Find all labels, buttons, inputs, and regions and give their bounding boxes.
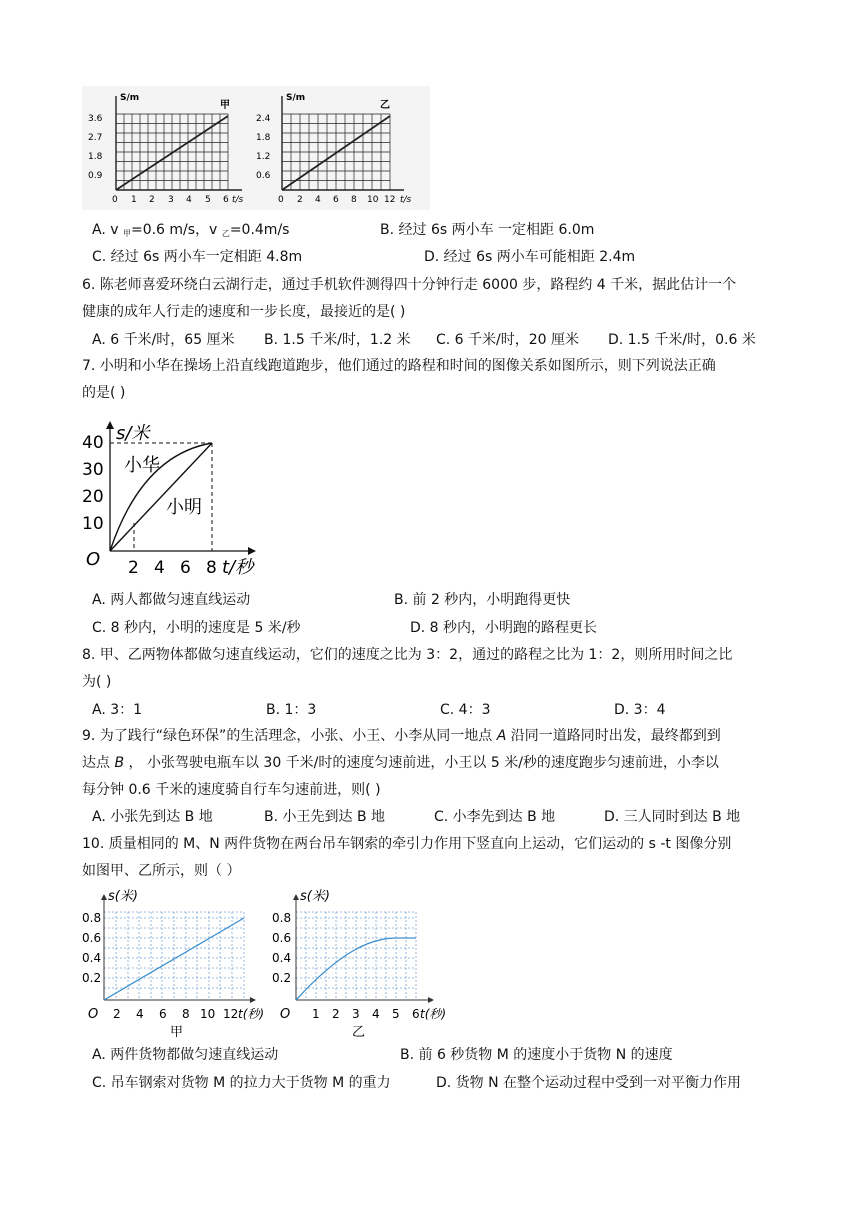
q10a-ylabel: s(米) xyxy=(108,889,138,904)
q6-option-d[interactable]: D. 1.5 千米/时，0.6 米 xyxy=(608,332,756,348)
q7-ytick-30: 30 xyxy=(82,460,104,480)
q6-option-b[interactable]: B. 1.5 千米/时，1.2 米 xyxy=(264,332,411,348)
q6-stem-line2: 健康的成年人行走的速度和一步长度，最接近的是( ) xyxy=(82,304,406,320)
q5b-xtick-4: 8 xyxy=(351,195,357,205)
q5-graph-svg xyxy=(82,86,430,210)
q5b-ytick-1: 2.4 xyxy=(256,114,271,124)
q9-line1-post: 沿同一道路同时出发，最终都到到 xyxy=(506,728,721,744)
q7-ytick-40: 40 xyxy=(82,433,104,453)
q10a-xtick-10: 10 xyxy=(200,1007,216,1021)
q5b-xtick-6: 12 xyxy=(384,195,396,205)
q10b-ytick-04: 0.4 xyxy=(272,951,292,965)
q7-xtick-8: 8 xyxy=(206,558,217,578)
q5a-ytick-2: 2.7 xyxy=(88,133,103,143)
q9-stem-line2 xyxy=(82,753,719,773)
q5a-xlabel: t/s xyxy=(232,195,244,205)
q7-ytick-20: 20 xyxy=(82,487,104,507)
q5b-ytick-4: 0.6 xyxy=(256,171,271,181)
q5-opta-sub2: 乙 xyxy=(221,229,230,238)
q9-point-a: A xyxy=(496,728,507,744)
q5a-xtick-3: 3 xyxy=(168,195,174,205)
q5-option-c[interactable]: C. 经过 6s 两小车一定相距 4.8m xyxy=(92,249,303,265)
q10b-xtick-2: 2 xyxy=(332,1007,340,1021)
q5a-xtick-4: 4 xyxy=(186,195,192,205)
q7-option-a[interactable]: A. 两人都做匀速直线运动 xyxy=(92,592,251,608)
q5a-xtick-1: 1 xyxy=(131,195,137,205)
q10-stem-line1: 10. 质量相同的 M、N 两件货物在两台吊车钢索的牵引力作用下竖直向上运动，它们运动的 s -t 图像分别 xyxy=(82,836,732,852)
q5b-ytick-2: 1.8 xyxy=(256,133,271,143)
q9-line1-text: 9. 为了践行“绿色环保”的生活理念，小张、小王、小李从同一地点 xyxy=(82,728,497,744)
q10b-xtick-3: 3 xyxy=(352,1007,360,1021)
q9-option-b[interactable]: B. 小王先到达 B 地 xyxy=(264,809,386,825)
q10b-xtick-1: 1 xyxy=(312,1007,320,1021)
q9-line2-pre: 达点 xyxy=(82,755,115,771)
q5b-xtick-5: 10 xyxy=(367,195,379,205)
q10a-xtick-6: 6 xyxy=(159,1007,167,1021)
q5b-xtick-2: 4 xyxy=(315,195,321,205)
q5b-ytick-3: 1.2 xyxy=(256,152,271,162)
q10b-xtick-4: 4 xyxy=(372,1007,380,1021)
q10a-ytick-02: 0.2 xyxy=(82,971,102,985)
q9-point-b: B xyxy=(114,755,125,771)
q8-option-b[interactable]: B. 1：3 xyxy=(266,702,317,718)
q10-graph-b xyxy=(270,882,460,1042)
q10a-xtick-8: 8 xyxy=(182,1007,190,1021)
q7-option-c[interactable]: C. 8 秒内，小明的速度是 5 米/秒 xyxy=(92,620,301,636)
q10a-xtick-2: 2 xyxy=(113,1007,121,1021)
q5b-ylabel: S/m xyxy=(286,93,306,103)
q5b-tag: 乙 xyxy=(380,100,390,111)
q5-opta-post: =0.4m/s xyxy=(229,222,290,238)
q10b-xtick-6: 6 xyxy=(412,1007,420,1021)
q5a-ylabel: S/m xyxy=(120,93,140,103)
q10a-xtick-4: 4 xyxy=(136,1007,144,1021)
q5-opta-mid: =0.6 m/s，v xyxy=(130,222,222,238)
q6-option-a[interactable]: A. 6 千米/时，65 厘米 xyxy=(92,332,235,348)
q8-option-a[interactable]: A. 3：1 xyxy=(92,702,143,718)
q8-option-c[interactable]: C. 4：3 xyxy=(440,702,491,718)
q5-opta-pre: A. v xyxy=(92,222,123,238)
q5-option-a[interactable] xyxy=(92,220,289,244)
q5a-xtick-6: 6 xyxy=(223,195,229,205)
q10a-origin: O xyxy=(88,1007,99,1022)
q10a-ytick-06: 0.6 xyxy=(82,931,102,945)
q6-stem-line1: 6. 陈老师喜爱环绕白云湖行走，通过手机软件测得四十分钟行走 6000 步，路程约 4 千米，据此估计一个 xyxy=(82,277,737,293)
q8-stem-line1: 8. 甲、乙两物体都做匀速直线运动，它们的速度之比为 3：2，通过的路程之比为 1：2，则所用时间之比 xyxy=(82,647,733,663)
q6-option-c[interactable]: C. 6 千米/时，20 厘米 xyxy=(436,332,580,348)
q9-stem-line3: 每分钟 0.6 千米的速度骑自行车匀速前进，则( ) xyxy=(82,782,381,798)
q9-stem-line1 xyxy=(82,726,721,746)
q10-option-c[interactable]: C. 吊车钢索对货物 M 的拉力大于货物 M 的重力 xyxy=(92,1075,391,1091)
q7-origin: O xyxy=(86,549,101,570)
q9-option-a[interactable]: A. 小张先到达 B 地 xyxy=(92,809,213,825)
q5a-ytick-4: 0.9 xyxy=(88,171,103,181)
q5a-xtick-0: 0 xyxy=(112,195,118,205)
q10b-xlabel: t(秒) xyxy=(420,1007,447,1021)
q5-option-d[interactable]: D. 经过 6s 两小车可能相距 2.4m xyxy=(424,249,636,265)
q10a-caption: 甲 xyxy=(170,1025,184,1040)
q10b-ytick-06: 0.6 xyxy=(272,931,292,945)
q7-stem-line1: 7. 小明和小华在操场上沿直线跑道跑步，他们通过的路程和时间的图像关系如图所示，则下列说法正确 xyxy=(82,358,716,374)
q10a-xtick-12: 12 xyxy=(223,1007,239,1021)
q10b-caption: 乙 xyxy=(352,1025,366,1040)
q5a-tag: 甲 xyxy=(220,100,230,111)
q10-option-d[interactable]: D. 货物 N 在整个运动过程中受到一对平衡力作用 xyxy=(436,1075,742,1091)
q10a-xlabel: t(秒) xyxy=(238,1007,265,1021)
q7-xtick-2: 2 xyxy=(128,558,139,578)
q7-ytick-10: 10 xyxy=(82,514,104,534)
q7-label-xiaoming: 小明 xyxy=(166,497,202,518)
q5-option-b[interactable]: B. 经过 6s 两小车 一定相距 6.0m xyxy=(380,222,595,238)
q7-option-b[interactable]: B. 前 2 秒内，小明跑得更快 xyxy=(394,592,571,608)
q7-graph xyxy=(82,415,262,585)
q10b-ytick-08: 0.8 xyxy=(272,911,292,925)
q5b-xtick-0: 0 xyxy=(278,195,284,205)
q8-option-d[interactable]: D. 3：4 xyxy=(614,702,666,718)
q5b-xtick-3: 6 xyxy=(333,195,339,205)
q5-opta-sub1: 甲 xyxy=(122,229,131,238)
q10-option-a[interactable]: A. 两件货物都做匀速直线运动 xyxy=(92,1047,279,1063)
q5-graphs xyxy=(82,86,430,210)
q7-graph-svg xyxy=(82,415,262,585)
q10-stem-line2: 如图甲、乙所示，则（ ） xyxy=(82,863,241,879)
q7-label-xiaohua: 小华 xyxy=(124,455,160,476)
q8-stem-line2: 为( ) xyxy=(82,674,112,690)
q7-xtick-4: 4 xyxy=(154,558,165,578)
q10b-xtick-5: 5 xyxy=(392,1007,400,1021)
q10-graph-a xyxy=(82,882,272,1042)
q5a-ytick-3: 1.8 xyxy=(88,152,103,162)
q10b-origin: O xyxy=(280,1007,291,1022)
q10-option-b[interactable]: B. 前 6 秒货物 M 的速度小于货物 N 的速度 xyxy=(400,1047,673,1063)
q9-line2-post: ， 小张驾驶电瓶车以 30 千米/时的速度匀速前进，小王以 5 米/秒的速度跑步匀速前进，小李以 xyxy=(124,755,719,771)
q9-option-d[interactable]: D. 三人同时到达 B 地 xyxy=(604,809,741,825)
q7-xtick-6: 6 xyxy=(180,558,191,578)
q5b-xlabel: t/s xyxy=(400,195,412,205)
q7-ylabel: s/米 xyxy=(116,423,150,444)
q5a-ytick-1: 3.6 xyxy=(88,114,103,124)
q10b-ytick-02: 0.2 xyxy=(272,971,292,985)
q10a-ytick-04: 0.4 xyxy=(82,951,102,965)
q7-stem-line2: 的是( ) xyxy=(82,385,126,401)
q5b-xtick-1: 2 xyxy=(297,195,303,205)
q10b-ylabel: s(米) xyxy=(300,889,330,904)
q7-option-d[interactable]: D. 8 秒内，小明跑的路程更长 xyxy=(410,620,598,636)
q5a-xtick-2: 2 xyxy=(149,195,155,205)
q5a-xtick-5: 5 xyxy=(205,195,211,205)
q10a-ytick-08: 0.8 xyxy=(82,911,102,925)
q10-graph-b-svg xyxy=(270,882,460,1042)
q10-graph-a-svg xyxy=(82,882,272,1042)
q9-option-c[interactable]: C. 小李先到达 B 地 xyxy=(434,809,556,825)
q7-xlabel: t/秒 xyxy=(222,557,254,578)
